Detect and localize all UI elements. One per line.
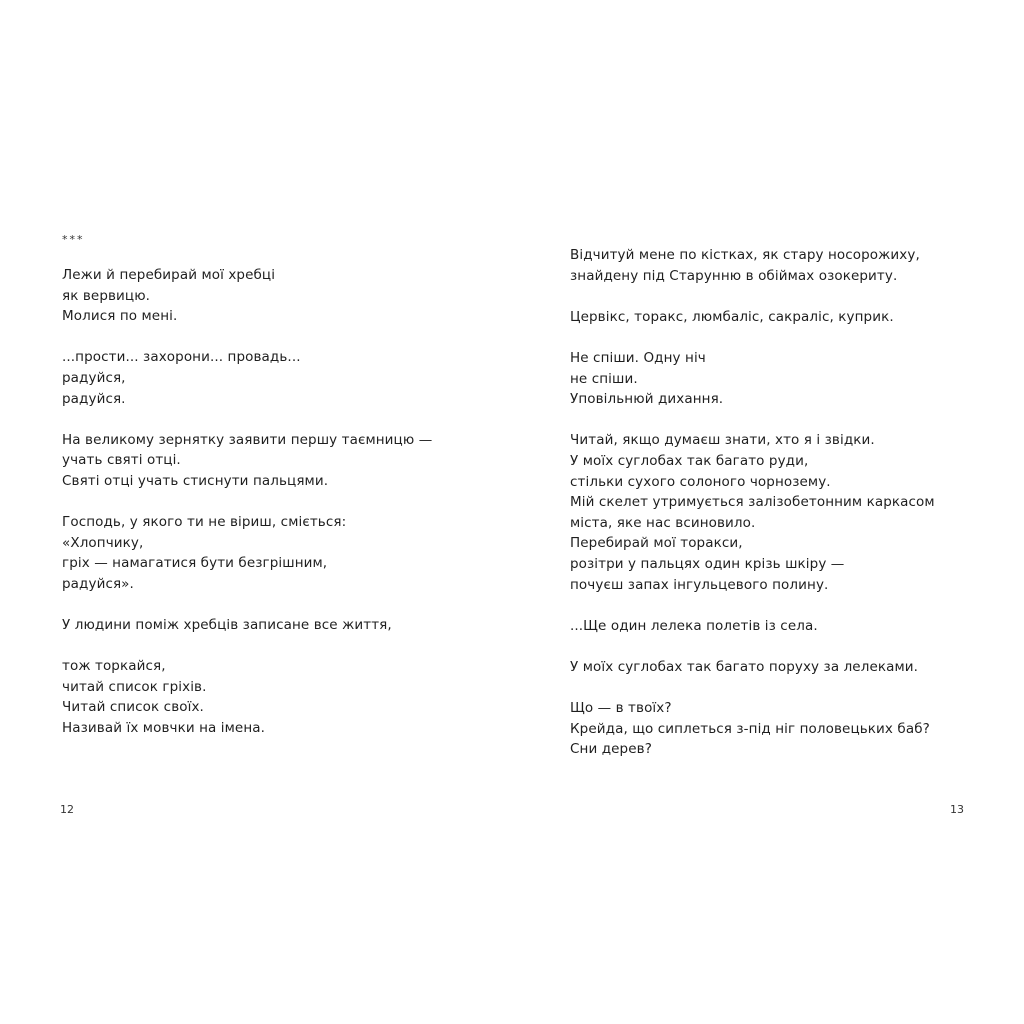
stanza bbox=[570, 348, 935, 410]
poem-line: гріх — намагатися бути безгрішним, bbox=[62, 555, 328, 572]
section-separator: *** bbox=[62, 233, 85, 246]
poem-line: Не спіши. Одну ніч bbox=[570, 349, 706, 366]
page-number-left: 12 bbox=[60, 803, 74, 816]
poem-line: ...Ще один лелека полетів із села. bbox=[570, 617, 818, 634]
poem-text-right bbox=[570, 245, 935, 760]
stanza bbox=[570, 245, 935, 286]
poem-line: Що — в твоїх? bbox=[570, 700, 672, 717]
poem-line: Читай список своїх. bbox=[62, 699, 204, 716]
poem-line: радуйся». bbox=[62, 575, 134, 592]
poem-line: не спіши. bbox=[570, 370, 638, 387]
poem-line: Сни дерев? bbox=[570, 741, 652, 758]
stanza bbox=[62, 615, 432, 636]
poem-line: Мій скелет утримується залізобетонним каркасом bbox=[570, 494, 935, 511]
poem-line: На великому зернятку заявити першу таємницю — bbox=[62, 431, 433, 448]
stanza bbox=[570, 616, 935, 637]
poem-line: почуєш запах інгульцевого полину. bbox=[570, 576, 829, 593]
poem-line: Цервікс, торакс, люмбаліс, сакраліс, куприк. bbox=[570, 308, 894, 325]
stanza bbox=[62, 265, 432, 327]
poem-line: як вервицю. bbox=[62, 287, 151, 304]
poem-line: У моїх суглобах так багато поруху за лелеками. bbox=[570, 658, 919, 675]
poem-line: учать святі отці. bbox=[62, 452, 181, 469]
stanza bbox=[570, 430, 935, 595]
right-page bbox=[512, 0, 1024, 1024]
poem-line: знайдену під Старунню в обіймах озокериту. bbox=[570, 267, 898, 284]
page-number-right: 13 bbox=[950, 803, 964, 816]
poem-line: У моїх суглобах так багато руди, bbox=[570, 452, 809, 469]
poem-line: Називай їх мовчки на імена. bbox=[62, 720, 266, 737]
poem-line: У людини поміж хребців записане все життя, bbox=[62, 617, 392, 634]
poem-line: Крейда, що сиплеться з-під ніг половецьких баб? bbox=[570, 720, 930, 737]
poem-line: Молися по мені. bbox=[62, 308, 178, 325]
stanza bbox=[570, 698, 935, 760]
poem-line: читай список гріхів. bbox=[62, 678, 207, 695]
stanza bbox=[62, 656, 432, 738]
poem-line: стільки сухого солоного чорнозему. bbox=[570, 473, 831, 490]
poem-line: Читай, якщо думаєш знати, хто я і звідки. bbox=[570, 432, 875, 449]
poem-line: радуйся. bbox=[62, 390, 126, 407]
stanza bbox=[62, 347, 432, 409]
poem-line: Перебирай мої торакси, bbox=[570, 535, 743, 552]
stanza bbox=[62, 430, 432, 492]
poem-line: радуйся, bbox=[62, 369, 126, 386]
poem-line: міста, яке нас всиновило. bbox=[570, 514, 756, 531]
poem-line: Святі отці учать стиснути пальцями. bbox=[62, 472, 329, 489]
poem-line: Уповільнюй дихання. bbox=[570, 391, 724, 408]
poem-line: розітри у пальцях один крізь шкіру — bbox=[570, 555, 845, 572]
poem-line: ...прости... захорони... провадь... bbox=[62, 349, 301, 366]
poem-line: Господь, у якого ти не віриш, сміється: bbox=[62, 514, 347, 531]
stanza bbox=[62, 512, 432, 594]
poem-line: тож торкайся, bbox=[62, 658, 166, 675]
poem-line: Відчитуй мене по кістках, як стару носорожиху, bbox=[570, 247, 920, 263]
stanza bbox=[570, 657, 935, 678]
poem-text-left bbox=[62, 265, 432, 739]
stanza bbox=[570, 307, 935, 328]
poem-line: «Хлопчику, bbox=[62, 534, 144, 551]
poem-line: Лежи й перебирай мої хребці bbox=[62, 267, 276, 283]
